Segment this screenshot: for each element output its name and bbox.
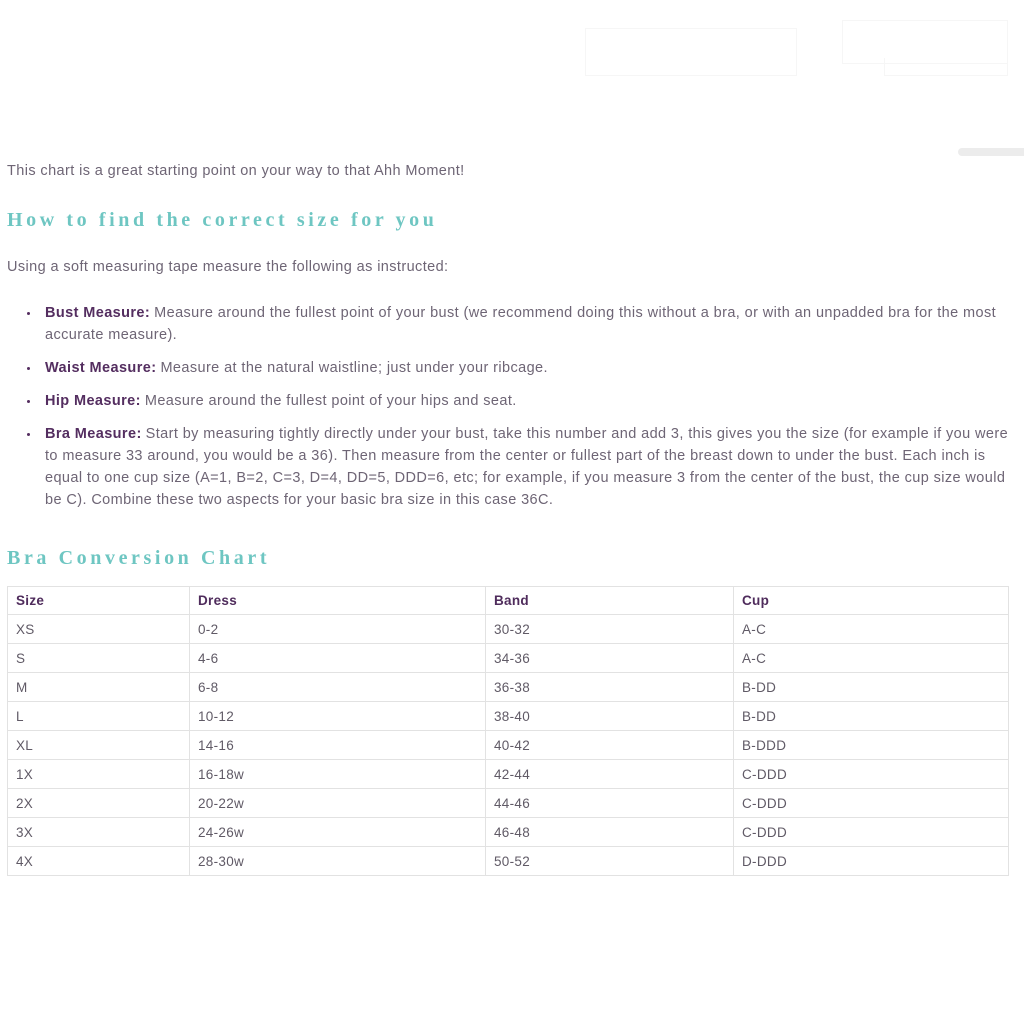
cell-size: XS xyxy=(8,615,190,644)
table-row xyxy=(8,615,1009,644)
cell-size: 4X xyxy=(8,847,190,876)
cell-band: 44-46 xyxy=(486,789,734,818)
how-to-heading: How to find the correct size for you xyxy=(7,209,438,231)
bullet-label: Bust Measure: xyxy=(45,305,151,321)
cell-cup: D-DDD xyxy=(734,847,1009,876)
cell-dress: 10-12 xyxy=(190,702,486,731)
table-row xyxy=(8,702,1009,731)
cell-dress: 6-8 xyxy=(190,673,486,702)
table-row xyxy=(8,789,1009,818)
cell-band: 36-38 xyxy=(486,673,734,702)
cell-band: 50-52 xyxy=(486,847,734,876)
bra-conversion-table xyxy=(7,586,1009,876)
cell-size: L xyxy=(8,702,190,731)
list-item-bust xyxy=(40,302,1010,346)
table-header-band: Band xyxy=(486,587,734,615)
cell-cup: A-C xyxy=(734,644,1009,673)
bullet-text: Measure around the fullest point of your bust (we recommend doing this without a bra, or with an unpadded bra for the most accurate measure). xyxy=(45,305,997,343)
cell-dress: 16-18w xyxy=(190,760,486,789)
cell-dress: 24-26w xyxy=(190,818,486,847)
size-guide-content xyxy=(7,0,1010,876)
cell-band: 34-36 xyxy=(486,644,734,673)
table-header-row xyxy=(8,587,1009,615)
cell-cup: C-DDD xyxy=(734,818,1009,847)
instruction-text: Using a soft measuring tape measure the following as instructed: xyxy=(7,259,449,275)
cell-dress: 4-6 xyxy=(190,644,486,673)
cell-cup: C-DDD xyxy=(734,789,1009,818)
table-header-dress: Dress xyxy=(190,587,486,615)
cell-size: 1X xyxy=(8,760,190,789)
measure-list xyxy=(7,302,1010,511)
cell-dress: 20-22w xyxy=(190,789,486,818)
list-item-bra xyxy=(40,423,1010,511)
cell-band: 42-44 xyxy=(486,760,734,789)
intro-text: This chart is a great starting point on your way to that Ahh Moment! xyxy=(7,163,465,179)
bullet-text: Measure at the natural waistline; just under your ribcage. xyxy=(160,360,548,376)
cell-cup: C-DDD xyxy=(734,760,1009,789)
cell-size: 2X xyxy=(8,789,190,818)
cell-cup: B-DD xyxy=(734,673,1009,702)
bullet-label: Bra Measure: xyxy=(45,426,142,442)
bullet-label: Waist Measure: xyxy=(45,360,157,376)
bullet-text: Start by measuring tightly directly under your bust, take this number and add 3, this gives you the size (for example if you were to measure 33 around, you would be a 36). Then measure from the center or fullest part of the breast down to under the bust. Each inch is equal to one cup size (A=1, B=2, C=3, D=4, DD=5, DDD=6, etc; for example, if you measure 3 from the center of the bust, the cup size would be C). Combine these two aspects for your basic bra size in this case 36C. xyxy=(45,426,1009,508)
cell-size: XL xyxy=(8,731,190,760)
cell-size: M xyxy=(8,673,190,702)
table-row xyxy=(8,673,1009,702)
list-item-hip xyxy=(40,390,1010,412)
cell-band: 46-48 xyxy=(486,818,734,847)
conversion-chart-heading: Bra Conversion Chart xyxy=(7,547,271,569)
list-item-waist xyxy=(40,357,1010,379)
cell-cup: B-DDD xyxy=(734,731,1009,760)
cell-dress: 28-30w xyxy=(190,847,486,876)
cell-size: S xyxy=(8,644,190,673)
table-row xyxy=(8,644,1009,673)
cell-band: 40-42 xyxy=(486,731,734,760)
bullet-text: Measure around the fullest point of your hips and seat. xyxy=(144,393,517,409)
table-row xyxy=(8,847,1009,876)
table-row xyxy=(8,818,1009,847)
cell-size: 3X xyxy=(8,818,190,847)
table-header-cup: Cup xyxy=(734,587,1009,615)
cell-band: 38-40 xyxy=(486,702,734,731)
cell-cup: B-DD xyxy=(734,702,1009,731)
cell-band: 30-32 xyxy=(486,615,734,644)
cell-dress: 14-16 xyxy=(190,731,486,760)
table-row xyxy=(8,731,1009,760)
bullet-label: Hip Measure: xyxy=(45,393,141,409)
cell-dress: 0-2 xyxy=(190,615,486,644)
table-row xyxy=(8,760,1009,789)
cell-cup: A-C xyxy=(734,615,1009,644)
table-header-size: Size xyxy=(8,587,190,615)
